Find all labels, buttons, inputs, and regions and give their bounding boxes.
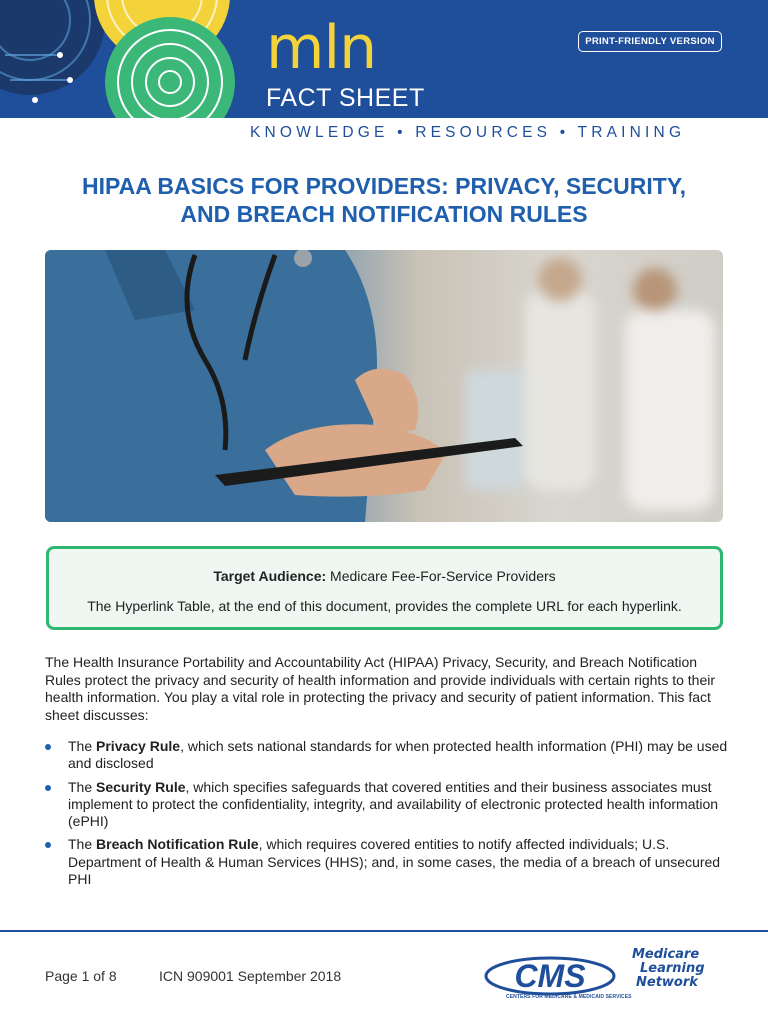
mln-logo: mln: [266, 13, 377, 83]
network-line-2: Learning: [640, 961, 705, 976]
security-rule-term: Security Rule: [96, 778, 186, 795]
bullet-icon: [45, 744, 51, 750]
cms-text: CMS: [514, 958, 586, 994]
bullet-text: , which sets national standards for when protected health information (PHI) may be used and disclosed: [68, 738, 728, 772]
target-audience-label: Target Audience:: [213, 568, 327, 584]
page-title: [40, 172, 728, 228]
breach-rule-term: Breach Notification Rule: [96, 836, 259, 853]
nurse-tablet-photo: [45, 250, 723, 522]
target-audience-line: [49, 568, 720, 584]
title-line-1: HIPAA BASICS FOR PROVIDERS: PRIVACY, SECURITY,: [81, 173, 687, 199]
photo-illustration: [45, 250, 723, 522]
network-line-3: Network: [636, 975, 698, 990]
bullet-prefix: The: [68, 778, 97, 795]
rules-list: [45, 738, 735, 894]
intro-paragraph: The Health Insurance Portability and Accountability Act (HIPAA) Privacy, Security, and Breach Notification Rules protect the privacy and security of health information and provide individuals with certain rights to their health information. You play a vital role in protecting the privacy and security of patient information. This fact sheet discusses:: [45, 654, 716, 723]
target-audience-box: [46, 546, 723, 630]
print-friendly-button[interactable]: PRINT-FRIENDLY VERSION: [578, 31, 722, 52]
network-line-1: Medicare: [632, 947, 700, 962]
header-banner: [0, 0, 768, 118]
bullet-prefix: The: [68, 738, 97, 754]
page-number: Page 1 of 8: [45, 968, 117, 984]
footer-divider: [0, 930, 768, 932]
title-line-2: AND BREACH NOTIFICATION RULES: [180, 201, 588, 227]
cms-subtext: CENTERS FOR MEDICARE & MEDICAID SERVICES: [506, 994, 632, 1000]
list-item-breach-rule: [45, 836, 735, 888]
decorative-circles-graphic: [0, 0, 240, 118]
fact-sheet-label: FACT SHEET: [266, 84, 425, 112]
list-item-security-rule: [45, 779, 735, 831]
target-audience-value: Medicare Fee-For-Service Providers: [326, 568, 556, 584]
bullet-text: , which specifies safeguards that covered entities and their business associates must implement to protect the confidentiality, integrity, and availability of electronic protected health information (ePHI): [68, 778, 719, 830]
tagline: KNOWLEDGE • RESOURCES • TRAINING: [250, 124, 686, 141]
hyperlink-table-note: The Hyperlink Table, at the end of this document, provides the complete URL for each hyperlink.: [87, 598, 682, 614]
list-item-privacy-rule: [45, 738, 735, 773]
bullet-prefix: The: [68, 836, 97, 853]
icn-date: ICN 909001 September 2018: [159, 968, 342, 984]
bullet-icon: [45, 785, 51, 791]
bullet-icon: [45, 842, 51, 848]
bullet-text: , which requires covered entities to notify affected individuals; U.S. Department of Health & Human Services (HHS); and, in some cases, the media of a breach of unsecured PHI: [68, 836, 721, 888]
privacy-rule-term: Privacy Rule: [96, 738, 181, 754]
medicare-learning-network-logo: [626, 948, 726, 1008]
